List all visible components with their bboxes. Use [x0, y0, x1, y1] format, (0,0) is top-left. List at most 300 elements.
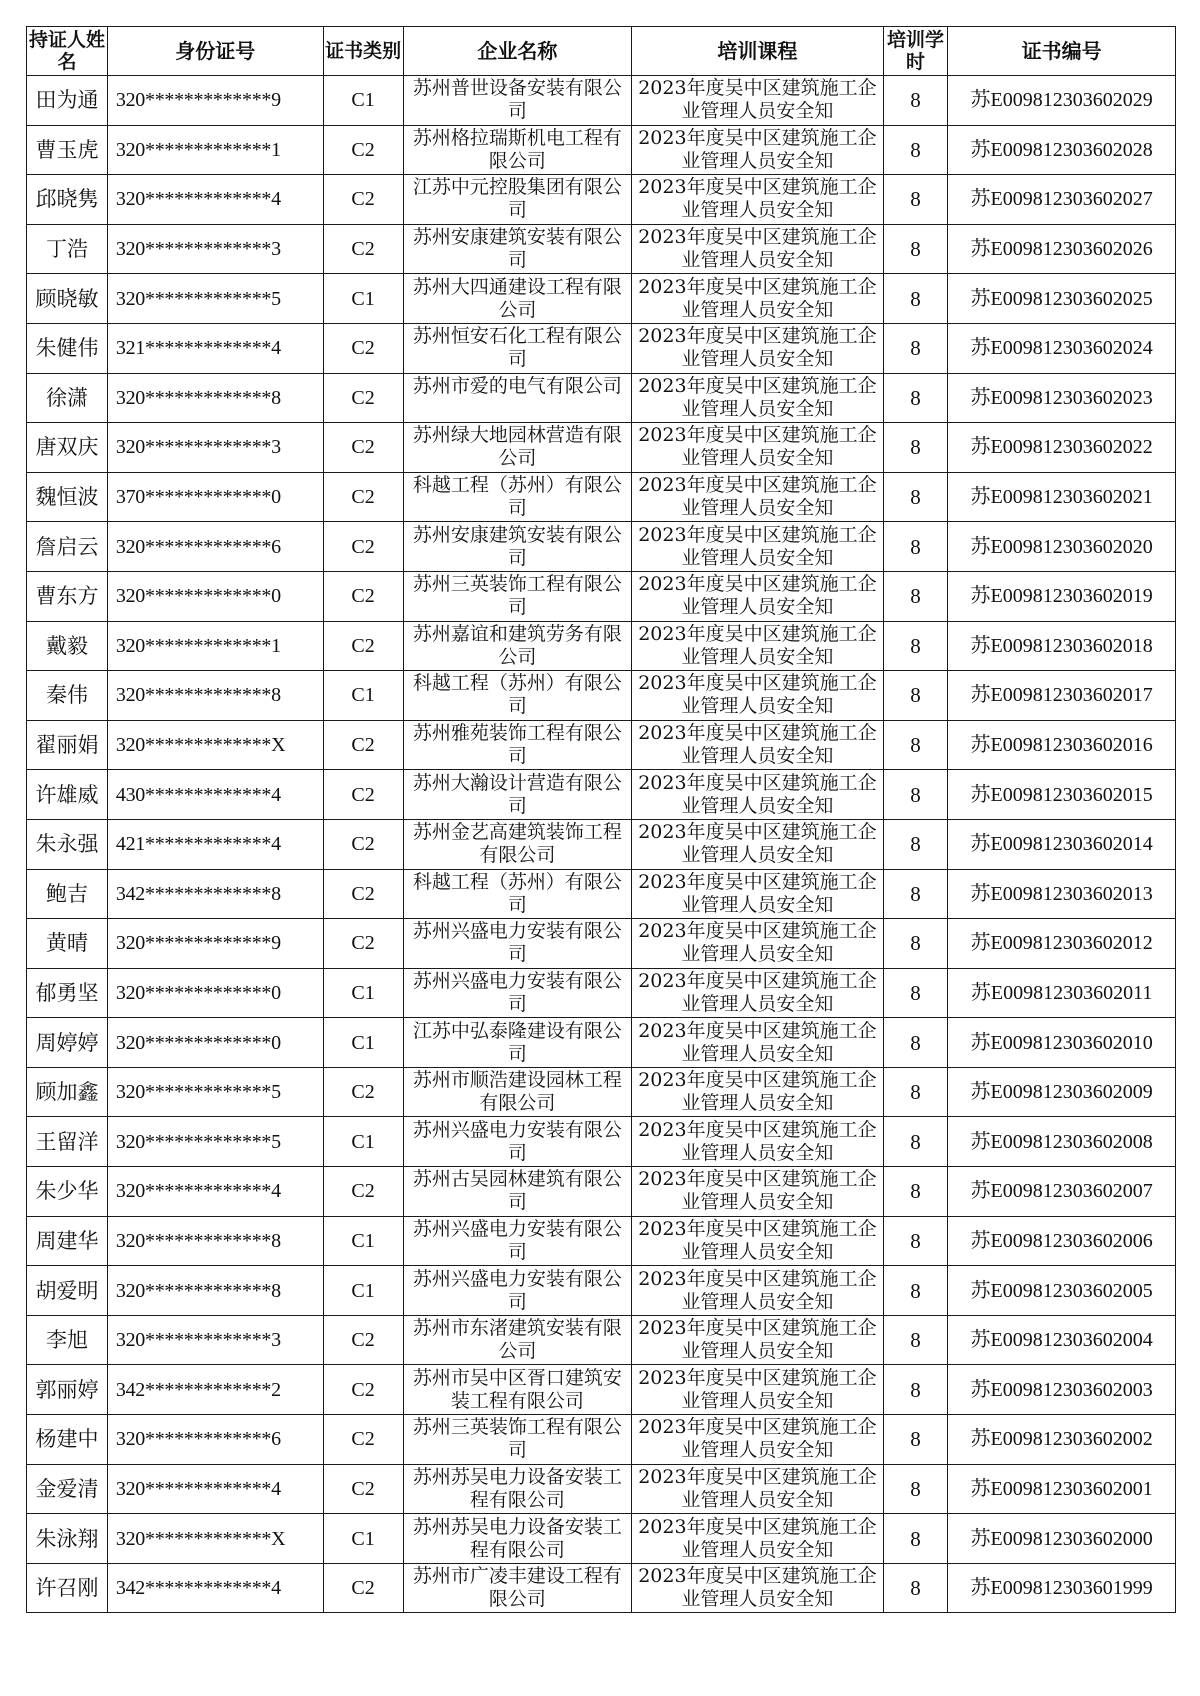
company-cell-text: 苏州古吴园林建筑有限公司 — [412, 1168, 622, 1214]
cert-category-cell: C2 — [323, 1167, 403, 1217]
company-cell-text: 苏州兴盛电力安装有限公司 — [412, 1217, 622, 1263]
hours-cell: 8 — [883, 224, 948, 274]
holder-name-cell: 周建华 — [27, 1216, 108, 1266]
company-cell — [403, 671, 632, 721]
table-row — [27, 423, 1176, 473]
header-cert-category: 证书类别 — [323, 27, 403, 76]
cert-number-cell: 苏E009812303602018 — [948, 621, 1176, 671]
course-cell — [632, 1415, 883, 1465]
hours-cell: 8 — [883, 373, 948, 423]
company-cell — [403, 323, 632, 373]
id-number-cell: 320*************0 — [107, 968, 323, 1018]
id-number-cell: 421*************4 — [107, 819, 323, 869]
header-holder-name: 持证人姓名 — [27, 27, 108, 76]
holder-name-cell: 胡爱明 — [27, 1266, 108, 1316]
hours-cell: 8 — [883, 76, 948, 126]
company-cell-text: 苏州市顺浩建设园林工程有限公司 — [412, 1069, 622, 1115]
id-number-cell: 320*************X — [107, 1514, 323, 1564]
course-cell — [632, 224, 883, 274]
company-cell-text: 苏州兴盛电力安装有限公司 — [412, 1118, 622, 1164]
holder-name-cell: 郁勇坚 — [27, 968, 108, 1018]
course-cell-text: 2023年度吴中区建筑施工企业管理人员安全知 — [638, 1515, 877, 1561]
id-number-cell: 320*************5 — [107, 1117, 323, 1167]
course-cell — [632, 1117, 883, 1167]
course-cell-text: 2023年度吴中区建筑施工企业管理人员安全知 — [638, 622, 877, 668]
id-number-cell: 320*************1 — [107, 621, 323, 671]
id-number-cell: 320*************1 — [107, 125, 323, 175]
cert-category-cell: C2 — [323, 175, 403, 225]
cert-category-cell: C2 — [323, 720, 403, 770]
certificate-table — [26, 26, 1176, 1613]
company-cell — [403, 1067, 632, 1117]
table-row — [27, 1216, 1176, 1266]
hours-cell: 8 — [883, 125, 948, 175]
cert-number-cell: 苏E009812303602014 — [948, 819, 1176, 869]
holder-name-cell: 杨建中 — [27, 1415, 108, 1465]
table-row — [27, 1018, 1176, 1068]
cert-number-cell: 苏E009812303602028 — [948, 125, 1176, 175]
hours-cell: 8 — [883, 1216, 948, 1266]
holder-name-cell: 顾晓敏 — [27, 274, 108, 324]
cert-category-cell: C2 — [323, 224, 403, 274]
company-cell — [403, 770, 632, 820]
course-cell — [632, 1018, 883, 1068]
cert-category-cell: C2 — [323, 1365, 403, 1415]
course-cell-text: 2023年度吴中区建筑施工企业管理人员安全知 — [638, 573, 877, 619]
course-cell-text: 2023年度吴中区建筑施工企业管理人员安全知 — [638, 870, 877, 916]
id-number-cell: 320*************6 — [107, 522, 323, 572]
holder-name-cell: 朱健伟 — [27, 323, 108, 373]
cert-category-cell: C1 — [323, 1514, 403, 1564]
table-row — [27, 720, 1176, 770]
holder-name-cell: 翟丽娟 — [27, 720, 108, 770]
table-row — [27, 1563, 1176, 1613]
company-cell-text: 苏州普世设备安装有限公司 — [412, 77, 622, 123]
table-row — [27, 125, 1176, 175]
cert-number-cell: 苏E009812303602007 — [948, 1167, 1176, 1217]
holder-name-cell: 曹东方 — [27, 571, 108, 621]
company-cell — [403, 1365, 632, 1415]
holder-name-cell: 朱泳翔 — [27, 1514, 108, 1564]
cert-category-cell: C1 — [323, 1117, 403, 1167]
company-cell — [403, 423, 632, 473]
holder-name-cell: 郭丽婷 — [27, 1365, 108, 1415]
hours-cell: 8 — [883, 1464, 948, 1514]
hours-cell: 8 — [883, 919, 948, 969]
company-cell — [403, 522, 632, 572]
cert-category-cell: C1 — [323, 76, 403, 126]
cert-number-cell: 苏E009812303602022 — [948, 423, 1176, 473]
hours-cell: 8 — [883, 1018, 948, 1068]
course-cell-text: 2023年度吴中区建筑施工企业管理人员安全知 — [638, 374, 877, 420]
company-cell-text: 苏州金艺高建筑装饰工程有限公司 — [412, 821, 622, 867]
holder-name-cell: 邱晓隽 — [27, 175, 108, 225]
holder-name-cell: 李旭 — [27, 1315, 108, 1365]
hours-cell: 8 — [883, 968, 948, 1018]
table-row — [27, 671, 1176, 721]
cert-category-cell: C2 — [323, 373, 403, 423]
course-cell-text: 2023年度吴中区建筑施工企业管理人员安全知 — [638, 523, 877, 569]
holder-name-cell: 朱少华 — [27, 1167, 108, 1217]
company-cell-text: 科越工程（苏州）有限公司 — [412, 474, 622, 520]
table-row — [27, 274, 1176, 324]
hours-cell: 8 — [883, 1315, 948, 1365]
company-cell-text: 苏州恒安石化工程有限公司 — [412, 325, 622, 371]
id-number-cell: 320*************0 — [107, 1018, 323, 1068]
course-cell-text: 2023年度吴中区建筑施工企业管理人员安全知 — [638, 1465, 877, 1511]
table-row — [27, 1514, 1176, 1564]
cert-number-cell: 苏E009812303602020 — [948, 522, 1176, 572]
cert-category-cell: C2 — [323, 1563, 403, 1613]
id-number-cell: 320*************5 — [107, 1067, 323, 1117]
cert-number-cell: 苏E009812303602015 — [948, 770, 1176, 820]
id-number-cell: 320*************4 — [107, 1464, 323, 1514]
company-cell — [403, 274, 632, 324]
holder-name-cell: 顾加鑫 — [27, 1067, 108, 1117]
cert-number-cell: 苏E009812303602001 — [948, 1464, 1176, 1514]
course-cell-text: 2023年度吴中区建筑施工企业管理人员安全知 — [638, 474, 877, 520]
course-cell-text: 2023年度吴中区建筑施工企业管理人员安全知 — [638, 176, 877, 222]
company-cell — [403, 621, 632, 671]
course-cell — [632, 671, 883, 721]
course-cell — [632, 472, 883, 522]
id-number-cell: 320*************6 — [107, 1415, 323, 1465]
id-number-cell: 320*************X — [107, 720, 323, 770]
course-cell-text: 2023年度吴中区建筑施工企业管理人员安全知 — [638, 1019, 877, 1065]
table-row — [27, 968, 1176, 1018]
holder-name-cell: 王留洋 — [27, 1117, 108, 1167]
company-cell — [403, 1514, 632, 1564]
id-number-cell: 320*************8 — [107, 373, 323, 423]
cert-category-cell: C2 — [323, 621, 403, 671]
id-number-cell: 320*************8 — [107, 1216, 323, 1266]
holder-name-cell: 周婷婷 — [27, 1018, 108, 1068]
cert-category-cell: C1 — [323, 1018, 403, 1068]
cert-number-cell: 苏E009812303602005 — [948, 1266, 1176, 1316]
hours-cell: 8 — [883, 1117, 948, 1167]
course-cell — [632, 522, 883, 572]
holder-name-cell: 朱永强 — [27, 819, 108, 869]
id-number-cell: 430*************4 — [107, 770, 323, 820]
id-number-cell: 321*************4 — [107, 323, 323, 373]
company-cell-text: 苏州兴盛电力安装有限公司 — [412, 1267, 622, 1313]
cert-category-cell: C2 — [323, 423, 403, 473]
course-cell-text: 2023年度吴中区建筑施工企业管理人员安全知 — [638, 275, 877, 321]
table-row — [27, 1266, 1176, 1316]
cert-number-cell: 苏E009812303602025 — [948, 274, 1176, 324]
course-cell — [632, 175, 883, 225]
id-number-cell: 342*************4 — [107, 1563, 323, 1613]
course-cell — [632, 1216, 883, 1266]
header-company: 企业名称 — [403, 27, 632, 76]
course-cell-text: 2023年度吴中区建筑施工企业管理人员安全知 — [638, 821, 877, 867]
cert-category-cell: C2 — [323, 1315, 403, 1365]
course-cell-text: 2023年度吴中区建筑施工企业管理人员安全知 — [638, 920, 877, 966]
id-number-cell: 320*************5 — [107, 274, 323, 324]
hours-cell: 8 — [883, 1067, 948, 1117]
course-cell-text: 2023年度吴中区建筑施工企业管理人员安全知 — [638, 325, 877, 371]
hours-cell: 8 — [883, 869, 948, 919]
course-cell-text: 2023年度吴中区建筑施工企业管理人员安全知 — [638, 1416, 877, 1462]
table-row — [27, 175, 1176, 225]
course-cell-text: 2023年度吴中区建筑施工企业管理人员安全知 — [638, 672, 877, 718]
company-cell — [403, 373, 632, 423]
table-row — [27, 522, 1176, 572]
course-cell — [632, 919, 883, 969]
company-cell-text: 苏州雅苑装饰工程有限公司 — [412, 722, 622, 768]
company-cell-text: 苏州格拉瑞斯机电工程有限公司 — [412, 126, 622, 172]
cert-number-cell: 苏E009812303602004 — [948, 1315, 1176, 1365]
course-cell-text: 2023年度吴中区建筑施工企业管理人员安全知 — [638, 77, 877, 123]
course-cell-text: 2023年度吴中区建筑施工企业管理人员安全知 — [638, 771, 877, 817]
header-hours: 培训学时 — [883, 27, 948, 76]
company-cell — [403, 919, 632, 969]
company-cell-text: 科越工程（苏州）有限公司 — [412, 870, 622, 916]
hours-cell: 8 — [883, 571, 948, 621]
hours-cell: 8 — [883, 671, 948, 721]
id-number-cell: 320*************4 — [107, 1167, 323, 1217]
cert-category-cell: C1 — [323, 1216, 403, 1266]
cert-number-cell: 苏E009812303602026 — [948, 224, 1176, 274]
course-cell-text: 2023年度吴中区建筑施工企业管理人员安全知 — [638, 226, 877, 272]
table-row — [27, 1464, 1176, 1514]
cert-number-cell: 苏E009812303602016 — [948, 720, 1176, 770]
hours-cell: 8 — [883, 472, 948, 522]
cert-category-cell: C2 — [323, 323, 403, 373]
company-cell-text: 苏州大四通建设工程有限公司 — [412, 275, 622, 321]
id-number-cell: 320*************9 — [107, 76, 323, 126]
cert-number-cell: 苏E009812303601999 — [948, 1563, 1176, 1613]
table-row — [27, 1415, 1176, 1465]
company-cell-text: 苏州市爱的电气有限公司 — [412, 374, 622, 397]
course-cell — [632, 968, 883, 1018]
holder-name-cell: 田为通 — [27, 76, 108, 126]
course-cell — [632, 770, 883, 820]
cert-category-cell: C2 — [323, 770, 403, 820]
company-cell — [403, 869, 632, 919]
holder-name-cell: 丁浩 — [27, 224, 108, 274]
id-number-cell: 342*************2 — [107, 1365, 323, 1415]
cert-number-cell: 苏E009812303602017 — [948, 671, 1176, 721]
cert-category-cell: C2 — [323, 869, 403, 919]
company-cell-text: 苏州安康建筑安装有限公司 — [412, 226, 622, 272]
cert-number-cell: 苏E009812303602012 — [948, 919, 1176, 969]
course-cell — [632, 274, 883, 324]
id-number-cell: 320*************0 — [107, 571, 323, 621]
holder-name-cell: 金爱清 — [27, 1464, 108, 1514]
holder-name-cell: 詹启云 — [27, 522, 108, 572]
id-number-cell: 320*************8 — [107, 1266, 323, 1316]
company-cell — [403, 1117, 632, 1167]
cert-number-cell: 苏E009812303602029 — [948, 76, 1176, 126]
hours-cell: 8 — [883, 323, 948, 373]
cert-category-cell: C1 — [323, 968, 403, 1018]
holder-name-cell: 秦伟 — [27, 671, 108, 721]
hours-cell: 8 — [883, 522, 948, 572]
id-number-cell: 320*************3 — [107, 1315, 323, 1365]
company-cell — [403, 125, 632, 175]
company-cell-text: 苏州安康建筑安装有限公司 — [412, 523, 622, 569]
company-cell — [403, 819, 632, 869]
company-cell-text: 苏州兴盛电力安装有限公司 — [412, 969, 622, 1015]
company-cell-text: 苏州绿大地园林营造有限公司 — [412, 424, 622, 470]
cert-number-cell: 苏E009812303602000 — [948, 1514, 1176, 1564]
table-row — [27, 869, 1176, 919]
hours-cell: 8 — [883, 1415, 948, 1465]
company-cell-text: 苏州大瀚设计营造有限公司 — [412, 771, 622, 817]
company-cell-text: 江苏中元控股集团有限公司 — [412, 176, 622, 222]
course-cell — [632, 720, 883, 770]
table-body — [27, 76, 1176, 1613]
cert-category-cell: C1 — [323, 1266, 403, 1316]
table-row — [27, 373, 1176, 423]
hours-cell: 8 — [883, 1563, 948, 1613]
course-cell — [632, 819, 883, 869]
company-cell — [403, 1266, 632, 1316]
course-cell-text: 2023年度吴中区建筑施工企业管理人员安全知 — [638, 1217, 877, 1263]
cert-category-cell: C2 — [323, 125, 403, 175]
company-cell — [403, 1315, 632, 1365]
header-course: 培训课程 — [632, 27, 883, 76]
company-cell-text: 苏州市广凌丰建设工程有限公司 — [412, 1565, 622, 1611]
cert-category-cell: C2 — [323, 472, 403, 522]
cert-category-cell: C2 — [323, 522, 403, 572]
company-cell — [403, 175, 632, 225]
course-cell — [632, 1167, 883, 1217]
cert-number-cell: 苏E009812303602008 — [948, 1117, 1176, 1167]
company-cell-text: 苏州苏吴电力设备安装工程有限公司 — [412, 1465, 622, 1511]
course-cell — [632, 869, 883, 919]
table-row — [27, 472, 1176, 522]
table-row — [27, 224, 1176, 274]
company-cell — [403, 1415, 632, 1465]
cert-number-cell: 苏E009812303602006 — [948, 1216, 1176, 1266]
company-cell — [403, 1563, 632, 1613]
table-row — [27, 1365, 1176, 1415]
company-cell — [403, 472, 632, 522]
cert-category-cell: C2 — [323, 1415, 403, 1465]
cert-number-cell: 苏E009812303602002 — [948, 1415, 1176, 1465]
company-cell-text: 苏州三英装饰工程有限公司 — [412, 573, 622, 619]
company-cell — [403, 1167, 632, 1217]
table-row — [27, 323, 1176, 373]
hours-cell: 8 — [883, 819, 948, 869]
table-row — [27, 919, 1176, 969]
cert-number-cell: 苏E009812303602027 — [948, 175, 1176, 225]
cert-number-cell: 苏E009812303602003 — [948, 1365, 1176, 1415]
cert-category-cell: C2 — [323, 1464, 403, 1514]
hours-cell: 8 — [883, 1365, 948, 1415]
course-cell-text: 2023年度吴中区建筑施工企业管理人员安全知 — [638, 722, 877, 768]
course-cell — [632, 1365, 883, 1415]
table-row — [27, 1067, 1176, 1117]
header-row — [27, 27, 1176, 76]
holder-name-cell: 唐双庆 — [27, 423, 108, 473]
holder-name-cell: 许召刚 — [27, 1563, 108, 1613]
header-id-number: 身份证号 — [107, 27, 323, 76]
course-cell-text: 2023年度吴中区建筑施工企业管理人员安全知 — [638, 424, 877, 470]
hours-cell: 8 — [883, 621, 948, 671]
table-row — [27, 571, 1176, 621]
hours-cell: 8 — [883, 175, 948, 225]
holder-name-cell: 戴毅 — [27, 621, 108, 671]
cert-number-cell: 苏E009812303602010 — [948, 1018, 1176, 1068]
course-cell-text: 2023年度吴中区建筑施工企业管理人员安全知 — [638, 1168, 877, 1214]
hours-cell: 8 — [883, 423, 948, 473]
company-cell-text: 科越工程（苏州）有限公司 — [412, 672, 622, 718]
cert-number-cell: 苏E009812303602024 — [948, 323, 1176, 373]
hours-cell: 8 — [883, 1266, 948, 1316]
company-cell-text: 苏州兴盛电力安装有限公司 — [412, 920, 622, 966]
course-cell-text: 2023年度吴中区建筑施工企业管理人员安全知 — [638, 1118, 877, 1164]
hours-cell: 8 — [883, 720, 948, 770]
course-cell — [632, 373, 883, 423]
company-cell — [403, 1018, 632, 1068]
company-cell — [403, 1464, 632, 1514]
course-cell-text: 2023年度吴中区建筑施工企业管理人员安全知 — [638, 1317, 877, 1363]
cert-category-cell: C1 — [323, 274, 403, 324]
cert-number-cell: 苏E009812303602009 — [948, 1067, 1176, 1117]
cert-category-cell: C2 — [323, 571, 403, 621]
course-cell — [632, 1514, 883, 1564]
id-number-cell: 320*************8 — [107, 671, 323, 721]
course-cell — [632, 423, 883, 473]
company-cell — [403, 968, 632, 1018]
course-cell-text: 2023年度吴中区建筑施工企业管理人员安全知 — [638, 1069, 877, 1115]
cert-number-cell: 苏E009812303602021 — [948, 472, 1176, 522]
cert-number-cell: 苏E009812303602019 — [948, 571, 1176, 621]
course-cell — [632, 1266, 883, 1316]
course-cell — [632, 1563, 883, 1613]
company-cell — [403, 224, 632, 274]
company-cell — [403, 720, 632, 770]
course-cell — [632, 76, 883, 126]
course-cell — [632, 1464, 883, 1514]
table-row — [27, 770, 1176, 820]
table-row — [27, 1167, 1176, 1217]
course-cell-text: 2023年度吴中区建筑施工企业管理人员安全知 — [638, 1565, 877, 1611]
table-row — [27, 76, 1176, 126]
company-cell-text: 苏州苏吴电力设备安装工程有限公司 — [412, 1515, 622, 1561]
id-number-cell: 342*************8 — [107, 869, 323, 919]
course-cell-text: 2023年度吴中区建筑施工企业管理人员安全知 — [638, 969, 877, 1015]
cert-number-cell: 苏E009812303602011 — [948, 968, 1176, 1018]
course-cell — [632, 1067, 883, 1117]
holder-name-cell: 许雄威 — [27, 770, 108, 820]
course-cell — [632, 1315, 883, 1365]
id-number-cell: 320*************9 — [107, 919, 323, 969]
course-cell — [632, 571, 883, 621]
table-row — [27, 1117, 1176, 1167]
course-cell — [632, 323, 883, 373]
hours-cell: 8 — [883, 1167, 948, 1217]
cert-category-cell: C2 — [323, 1067, 403, 1117]
id-number-cell: 370*************0 — [107, 472, 323, 522]
cert-category-cell: C2 — [323, 919, 403, 969]
company-cell-text: 苏州嘉谊和建筑劳务有限公司 — [412, 622, 622, 668]
course-cell — [632, 125, 883, 175]
holder-name-cell: 魏恒波 — [27, 472, 108, 522]
holder-name-cell: 黄晴 — [27, 919, 108, 969]
cert-number-cell: 苏E009812303602013 — [948, 869, 1176, 919]
holder-name-cell: 鲍吉 — [27, 869, 108, 919]
company-cell — [403, 76, 632, 126]
table-row — [27, 621, 1176, 671]
holder-name-cell: 徐潇 — [27, 373, 108, 423]
header-cert-number: 证书编号 — [948, 27, 1176, 76]
id-number-cell: 320*************4 — [107, 175, 323, 225]
cert-number-cell: 苏E009812303602023 — [948, 373, 1176, 423]
